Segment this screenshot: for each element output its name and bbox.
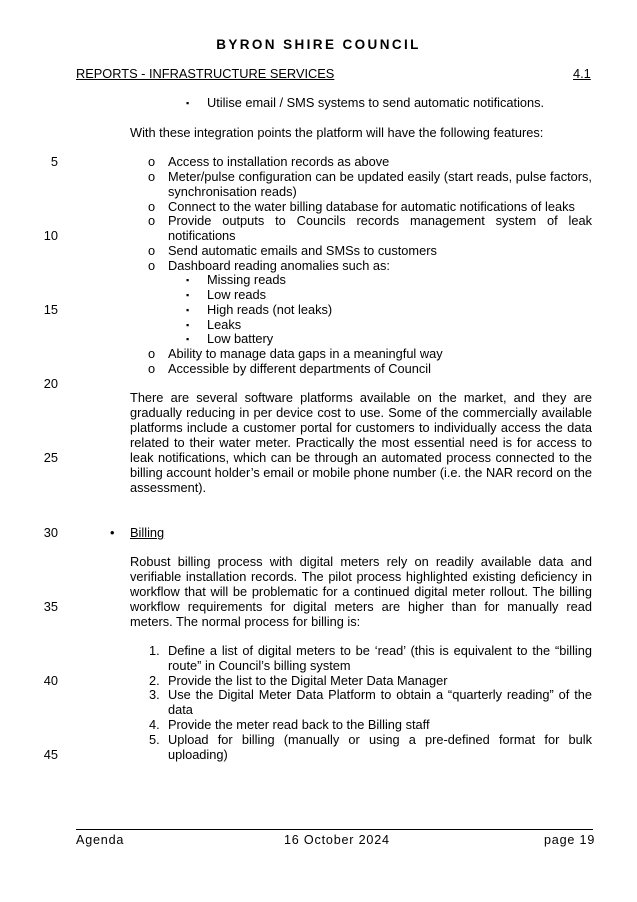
anomaly-item: Low battery (207, 331, 274, 346)
platforms-paragraph: There are several software platforms available on the market, and they are gradually reducing in per device cost to use. Some of the commercially available platforms include a customer portal for customers to individually access the data related to their water meter. Practically the most essential need is for access to leak notifications, which can be through an automated process connected to the billing account holder’s email or mobile phone number (i.e. the NAR record on the assessment). (130, 390, 592, 495)
footer-rule (76, 829, 593, 830)
square-bullet-icon: ▪ (186, 275, 190, 285)
circle-bullet-icon: o (148, 346, 156, 361)
line-number: 45 (43, 747, 58, 762)
section-heading: REPORTS - INFRASTRUCTURE SERVICES (76, 66, 335, 81)
circle-bullet-icon: o (148, 154, 156, 169)
item-number: 4.1 (573, 66, 591, 81)
feature-item: Ability to manage data gaps in a meaningful way (168, 346, 443, 361)
line-number: 15 (43, 302, 58, 317)
step-number: 1. (149, 643, 160, 658)
circle-bullet-icon: o (148, 213, 156, 228)
square-bullet-icon: ▪ (186, 305, 190, 315)
square-bullet-icon: ▪ (186, 290, 190, 300)
line-number: 5 (50, 154, 58, 169)
billing-paragraph: Robust billing process with digital meters rely on readily available data and verifiable installation records. The pilot process highlighted existing deficiency in workflow that will be problematic for a continued digital meter rollout. The billing workflow requirements for digital meters are higher than for manually read meters. The normal process for billing is: (130, 554, 592, 629)
feature-item: Provide outputs to Councils records management system of leak notifications (168, 213, 592, 243)
line-number: 10 (43, 228, 58, 243)
footer-date: 16 October 2024 (284, 833, 390, 847)
step-number: 2. (149, 673, 160, 688)
billing-step: Provide the meter read back to the Billing staff (168, 717, 430, 732)
feature-item: Meter/pulse configuration can be updated easily (start reads, pulse factors, synchronisation reads) (168, 169, 592, 199)
anomaly-item: High reads (not leaks) (207, 302, 333, 317)
line-number: 25 (43, 450, 58, 465)
circle-bullet-icon: o (148, 258, 156, 273)
square-bullet-icon: ▪ (186, 98, 190, 108)
square-bullet-icon: ▪ (186, 320, 190, 330)
anomaly-item: Low reads (207, 287, 267, 302)
step-number: 3. (149, 687, 160, 702)
billing-step: Upload for billing (manually or using a pre-defined format for bulk uploading) (168, 732, 592, 762)
circle-bullet-icon: o (148, 169, 156, 184)
billing-step: Use the Digital Meter Data Platform to obtain a “quarterly reading” of the data (168, 687, 592, 717)
feature-item: Send automatic emails and SMSs to customers (168, 243, 437, 258)
circle-bullet-icon: o (148, 199, 156, 214)
step-number: 4. (149, 717, 160, 732)
council-title: BYRON SHIRE COUNCIL (216, 37, 421, 52)
line-number: 20 (43, 376, 58, 391)
anomaly-item: Leaks (207, 317, 242, 332)
step-number: 5. (149, 732, 160, 747)
square-bullet-icon: ▪ (186, 334, 190, 344)
line-number: 35 (43, 599, 58, 614)
feature-item: Access to installation records as above (168, 154, 390, 169)
footer-left: Agenda (76, 833, 125, 847)
feature-item: Connect to the water billing database for automatic notifications of leaks (168, 199, 575, 214)
footer-page: page 19 (544, 833, 596, 847)
billing-step: Define a list of digital meters to be ‘read’ (this is equivalent to the “billing route” in Council’s billing system (168, 643, 592, 673)
feature-item: Dashboard reading anomalies such as: (168, 258, 390, 273)
circle-bullet-icon: o (148, 243, 156, 258)
intro-bullet-text: Utilise email / SMS systems to send automatic notifications. (207, 95, 545, 110)
line-number: 40 (43, 673, 58, 688)
features-intro: With these integration points the platform will have the following features: (130, 125, 544, 140)
feature-item: Accessible by different departments of Council (168, 361, 431, 376)
circle-bullet-icon: o (148, 361, 156, 376)
billing-bullet-icon: • (110, 525, 115, 540)
line-number: 30 (43, 525, 58, 540)
billing-step: Provide the list to the Digital Meter Data Manager (168, 673, 448, 688)
billing-heading: Billing (130, 525, 165, 540)
anomaly-item: Missing reads (207, 272, 286, 287)
